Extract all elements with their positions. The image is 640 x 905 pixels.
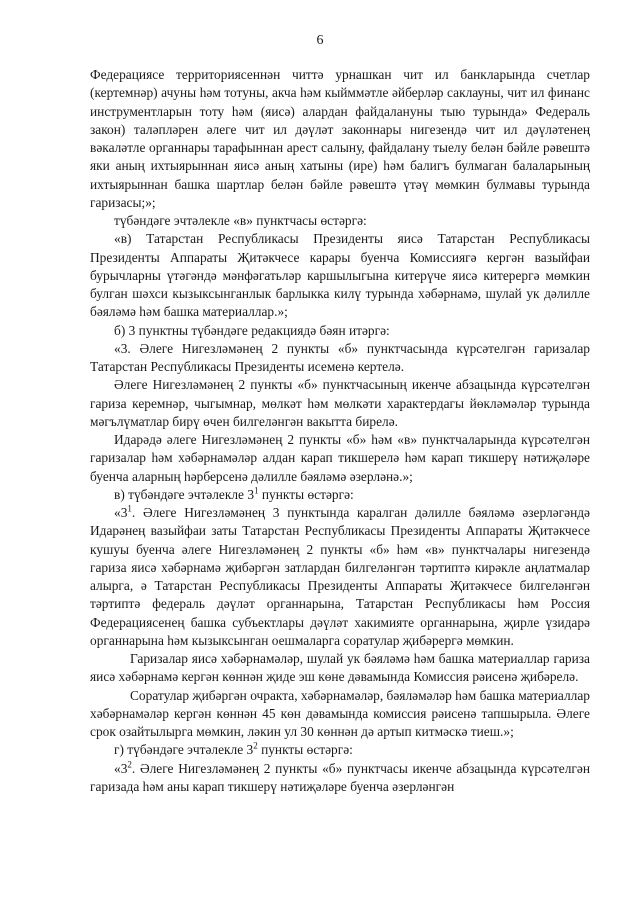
paragraph-11: Соратулар җибәргән очракта, хәбәрнамәләр, бәяләмәләр һәм башка материаллар хәбәрнамәләр кергән көннән 45 көн дәвамында комиссия рәисенә тапшырыла. Әлеге срок озайтылырга мөмкин, ләкин ул 30 көннән дә артып китмәскә тиеш.»; bbox=[90, 687, 590, 739]
paragraph-10: Гаризалар яисә хәбәрнамәләр, шулай ук бәяләмә һәм башка материаллар гариза яисә хәбәрнамә кергән көннән җиде эш көне дәвамында Комиссия рәисенә җибәрелә. bbox=[90, 651, 590, 685]
document-body bbox=[90, 66, 590, 796]
paragraph-8-post: пункты өстәргә: bbox=[258, 486, 354, 502]
paragraph-9-superscript: 1 bbox=[127, 503, 132, 514]
paragraph-9-pre: «3 bbox=[114, 505, 128, 520]
paragraph-2: түбәндәге эчтәлекле «в» пунктчасы өстәргә: bbox=[114, 213, 367, 228]
paragraph-13-post: . Әлеге Нигезләмәнең 2 пункты «б» пунктчасы икенче абзацында күрсәтелгән гаризада һәм аны карап тикшерү нәтиҗәләре буенча әзерләнгән bbox=[90, 760, 590, 794]
paragraph-1: Федерациясе территориясеннән читтә урнашкан чит ил банкларында счетлар (кертемнәр) ачуны һәм тотуны, акча һәм кыйммәтле әйберләр саклауны, чит ил финанс инструментларын тоту һәм (яисә) алардан файдалануны тыю турында» Федераль закон) таләпләрен әлеге чит ил дәүләт законнары нигезендә чит ил дәүләтенең вәкаләтле органнары тарафыннан арест салыну, файдалану тыелу белән бәйле рәвештә яки аның ихтыярыннан яисә аның хатыны (ире) һәм балигъ булмаган балаларының ихтыярыннан башка шартлар белән бәйле рәвештә үтәү мөмкин булмавы турында гаризасы;»; bbox=[90, 67, 590, 210]
paragraph-8-pre: в) түбәндәге эчтәлекле 3 bbox=[114, 486, 255, 502]
paragraph-12-post: пункты өстәргә: bbox=[257, 742, 353, 758]
paragraph-5: «3. Әлеге Нигезләмәнең 2 пункты «б» пунктчасында күрсәтелгән гаризалар Татарстан Республикасы Президенты исеменә кертелә. bbox=[90, 340, 590, 374]
paragraph-12-pre: г) түбәндәге эчтәлекле 3 bbox=[114, 742, 254, 758]
paragraph-12 bbox=[90, 741, 590, 759]
page-number: 6 bbox=[316, 33, 324, 48]
paragraph-9 bbox=[90, 504, 590, 650]
paragraph-8-superscript: 1 bbox=[254, 485, 259, 496]
paragraph-7: Идарәдә әлеге Нигезләмәнең 2 пункты «б» һәм «в» пунктчаларында күрсәтелгән гаризалар һәм хәбәрнамәләр алдан карап тикшерелә һәм карап тикшерү нәтиҗәләре буенча аларның һәрберсенә дәлилле бәяләмә әзерләнә.»; bbox=[90, 432, 590, 484]
paragraph-9-post: . Әлеге Нигезләмәнең 3 пунктында каралган дәлилле бәяләмә әзерләгәндә Идарәнең вазыйфаи заты Татарстан Республикасы Президенты Аппараты Җитәкчесе кушуы буенча әлеге Нигезләмәнең 2 пункты «б» һәм «в» пунктчалары нигезендә гариза яисә хәбәрнамә җибәргән затлардан билгеләнгән тәртиптә кирәкле аңлатмалар алырга, ә Татарстан Республикасы Президенты Аппараты Җитәкчесе билгеләнгән тәртиптә федераль дәүләт органнарына, Татарстан Республикасы һәм Россия Федерациясенең башка субъектлары дәүләт хакимияте органнарына, җирле үзидарә органнарына һәм кызыксынган оешмаларга соратулар җибәрергә мөмкин. bbox=[90, 505, 590, 648]
paragraph-4: б) 3 пунктны түбәндәге редакциядә бәян итәргә: bbox=[114, 322, 390, 338]
paragraph-12-superscript: 2 bbox=[253, 740, 258, 751]
paragraph-13-pre: «3 bbox=[114, 760, 128, 776]
paragraph-6: Әлеге Нигезләмәнең 2 пункты «б» пунктчасының икенче абзацында күрсәтелгән гариза керемнәр, чыгымнар, мөлкәт һәм мөлкәти характердагы йөкләмәләр турында мәгълүматлар бирү өчен билгеләнгән вакытта бирелә. bbox=[90, 377, 590, 429]
paragraph-3: «в) Татарстан Республикасы Президенты яисә Татарстан Республикасы Президенты Аппараты Җитәкчесе карары буенча Комиссиягә кергән вазыйфаи бурычларны үтәгәндә мәнфәгатьләр каршылыгына китерүче яисә китерергә мөмкин булган шәхси кызыксынганлык барлыкка килү турында хәбәрнамә, шулай ук дәлилле бәяләмә һәм башка материаллар.»; bbox=[90, 231, 590, 320]
paragraph-13-superscript: 2 bbox=[127, 759, 132, 770]
paragraph-8 bbox=[90, 486, 590, 504]
paragraph-13 bbox=[90, 760, 590, 797]
